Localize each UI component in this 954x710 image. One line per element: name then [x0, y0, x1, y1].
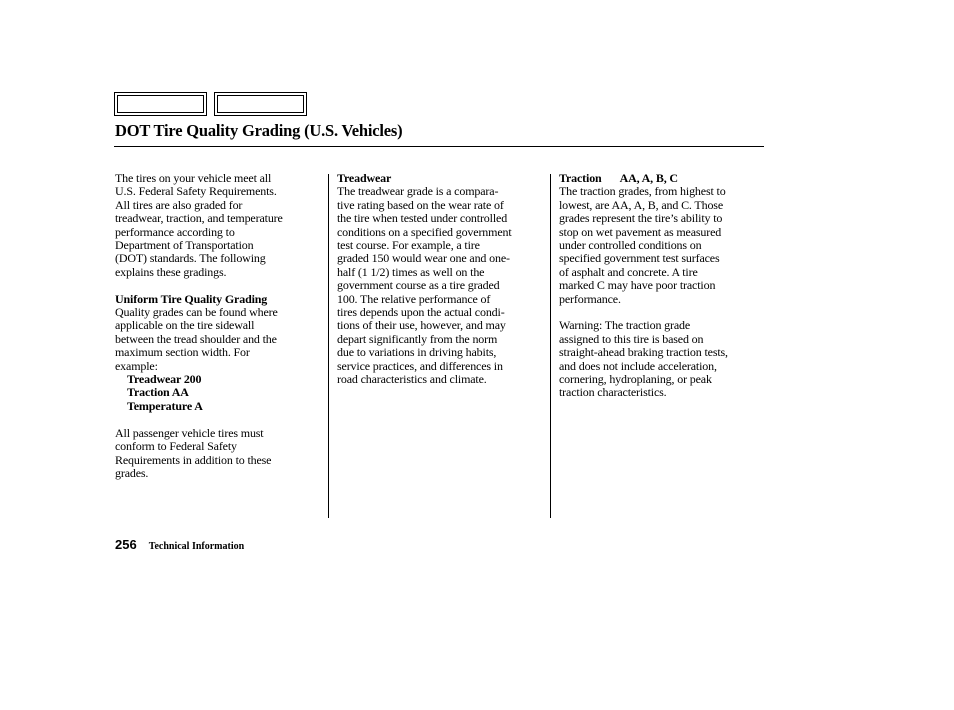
text-line: conditions on a specified government	[337, 224, 512, 239]
text-line: Warning: The traction grade	[559, 318, 691, 333]
text-line: treadwear, traction, and temperature	[115, 211, 283, 226]
text-line: applicable on the tire sidewall	[115, 318, 255, 333]
intro-paragraph	[115, 172, 330, 279]
column-treadwear	[337, 172, 545, 387]
text-line: lowest, are AA, A, B, and C. Those	[559, 197, 723, 212]
text-line: The traction grades, from highest to	[559, 184, 726, 199]
text-line: All tires are also graded for	[115, 197, 243, 212]
text-line: half (1 1/2) times as well on the	[337, 264, 485, 279]
column-traction	[559, 172, 764, 400]
grade-examples	[115, 373, 330, 413]
text-line: conform to Federal Safety	[115, 439, 237, 454]
example-traction: Traction AA	[127, 385, 189, 400]
closing-paragraph	[115, 427, 330, 481]
text-line: grades represent the tire’s ability to	[559, 211, 723, 226]
text-line: test course. For example, a tire	[337, 238, 480, 253]
traction-heading-row	[559, 172, 764, 185]
paragraph-gap	[115, 413, 330, 426]
nav-tab-box-right[interactable]	[214, 92, 307, 116]
text-line: due to variations in driving habits,	[337, 345, 497, 360]
text-line: explains these gradings.	[115, 264, 227, 279]
example-temperature: Temperature A	[127, 398, 203, 413]
text-line: between the tread shoulder and the	[115, 331, 277, 346]
text-line: All passenger vehicle tires must	[115, 425, 264, 440]
text-line: specified government test surfaces	[559, 251, 720, 266]
text-line: 100. The relative performance of	[337, 291, 491, 306]
text-line: of asphalt and concrete. A tire	[559, 264, 698, 279]
text-line: government course as a tire graded	[337, 278, 500, 293]
traction-warning	[559, 319, 764, 399]
page-title: DOT Tire Quality Grading (U.S. Vehicles)	[115, 121, 403, 140]
text-line: (DOT) standards. The following	[115, 251, 266, 266]
column-intro	[115, 172, 330, 480]
text-line: performance according to	[115, 224, 235, 239]
page-footer	[115, 536, 244, 554]
text-line: Requirements in addition to these	[115, 452, 272, 467]
uniform-grading-heading: Uniform Tire Quality Grading	[115, 291, 268, 306]
text-line: performance.	[559, 291, 621, 306]
text-line: depart significantly from the norm	[337, 331, 498, 346]
section-name: Technical Information	[148, 541, 245, 552]
text-line: under controlled conditions on	[559, 238, 702, 253]
paragraph-gap	[115, 279, 330, 292]
text-line: maximum section width. For	[115, 345, 250, 360]
treadwear-paragraph	[337, 185, 545, 386]
text-line: tires depends upon the actual condi-	[337, 305, 505, 320]
text-line: tive rating based on the wear rate of	[337, 197, 504, 212]
text-line: The tires on your vehicle meet all	[115, 171, 272, 185]
example-treadwear: Treadwear 200	[127, 372, 202, 387]
paragraph-gap	[559, 306, 764, 319]
treadwear-heading: Treadwear	[337, 171, 392, 185]
text-line: stop on wet pavement as measured	[559, 224, 722, 239]
text-line: straight-ahead braking traction tests,	[559, 345, 728, 360]
text-line: tions of their use, however, and may	[337, 318, 506, 333]
uniform-grading-paragraph	[115, 306, 330, 373]
text-line: marked C may have poor traction	[559, 278, 716, 293]
column-divider	[328, 174, 329, 518]
text-line: U.S. Federal Safety Requirements.	[115, 184, 277, 199]
traction-grades: AA, A, B, C	[619, 171, 678, 185]
text-line: Quality grades can be found where	[115, 305, 278, 320]
text-line: graded 150 would wear one and one-	[337, 251, 510, 266]
text-line: traction characteristics.	[559, 385, 667, 400]
text-line: grades.	[115, 465, 149, 480]
traction-heading: Traction	[559, 171, 602, 185]
nav-tab-box-left[interactable]	[114, 92, 207, 116]
traction-paragraph	[559, 185, 764, 306]
text-line: assigned to this tire is based on	[559, 331, 704, 346]
text-line: and does not include acceleration,	[559, 358, 717, 373]
text-line: the tire when tested under controlled	[337, 211, 508, 226]
text-line: cornering, hydroplaning, or peak	[559, 372, 712, 387]
text-line: Department of Transportation	[115, 238, 254, 253]
page-number: 256	[115, 537, 137, 552]
title-underline	[114, 146, 764, 147]
text-line: example:	[115, 358, 158, 373]
text-line: road characteristics and climate.	[337, 372, 487, 387]
text-line: service practices, and differences in	[337, 358, 503, 373]
text-line: The treadwear grade is a compara-	[337, 184, 499, 199]
column-divider	[550, 174, 551, 518]
